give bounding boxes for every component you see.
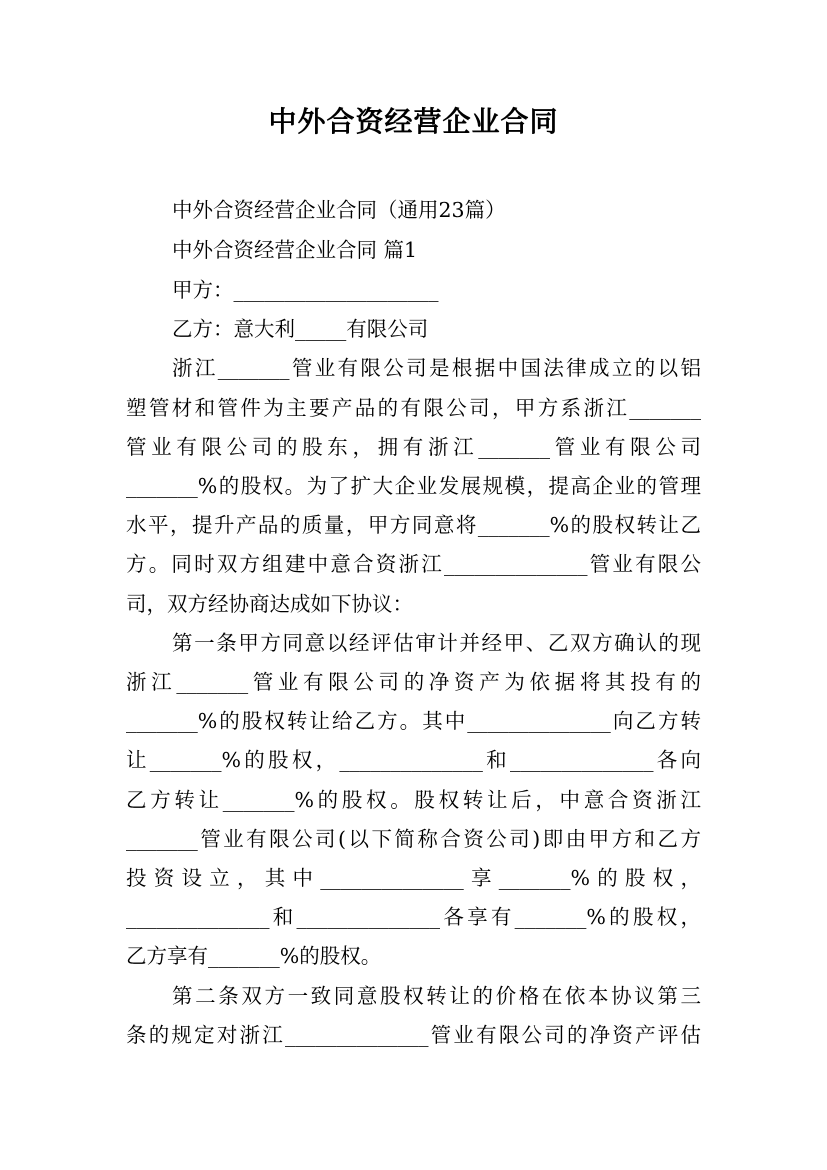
article-line: 乙方享有_______%的股权。 [126, 944, 382, 968]
article-line: 乙方转让_______%的股权。股权转让后，中意合资浙江 [126, 788, 701, 812]
article-line: ______________和______________各享有_______%的股权， [126, 905, 701, 929]
paragraph-line: 浙江_______管业有限公司是根据中国法律成立的以铝 [172, 356, 701, 380]
section-heading: 中外合资经营企业合同 篇1 [172, 238, 418, 262]
article-line: 条的规定对浙江______________管业有限公司的净资产评估 [126, 1023, 701, 1047]
paragraph-line: 塑管材和管件为主要产品的有限公司，甲方系浙江_______ [126, 396, 701, 420]
article-line: 让_______%的股权，______________和______________各向 [126, 748, 701, 772]
article-line: _______%的股权转让给乙方。其中______________向乙方转 [126, 709, 701, 733]
article-line: 投资设立，其中______________享_______%的股权， [126, 866, 701, 890]
article-line: 第一条甲方同意以经评估审计并经甲、乙双方确认的现 [172, 631, 701, 655]
party-b-line: 乙方：意大利_____有限公司 [172, 317, 429, 341]
paragraph-line: 水平，提升产品的质量，甲方同意将_______%的股权转让乙 [126, 513, 701, 537]
paragraph-line: 方。同时双方组建中意合资浙江______________管业有限公 [126, 552, 701, 576]
party-a-line: 甲方：____________________ [172, 278, 439, 302]
article-line: 第二条双方一致同意股权转让的价格在依本协议第三 [172, 984, 701, 1008]
paragraph-line: _______%的股权。为了扩大企业发展规模，提高企业的管理 [126, 474, 701, 498]
document-title: 中外合资经营企业合同 [268, 105, 559, 138]
paragraph-line: 司，双方经协商达成如下协议： [126, 592, 413, 616]
subtitle-line: 中外合资经营企业合同（通用23篇） [172, 198, 506, 222]
article-line: _______管业有限公司(以下简称合资公司)即由甲方和乙方 [126, 827, 701, 851]
paragraph-line: 管业有限公司的股东，拥有浙江_______管业有限公司 [126, 435, 701, 459]
article-line: 浙江_______管业有限公司的净资产为依据将其投有的 [126, 670, 701, 694]
